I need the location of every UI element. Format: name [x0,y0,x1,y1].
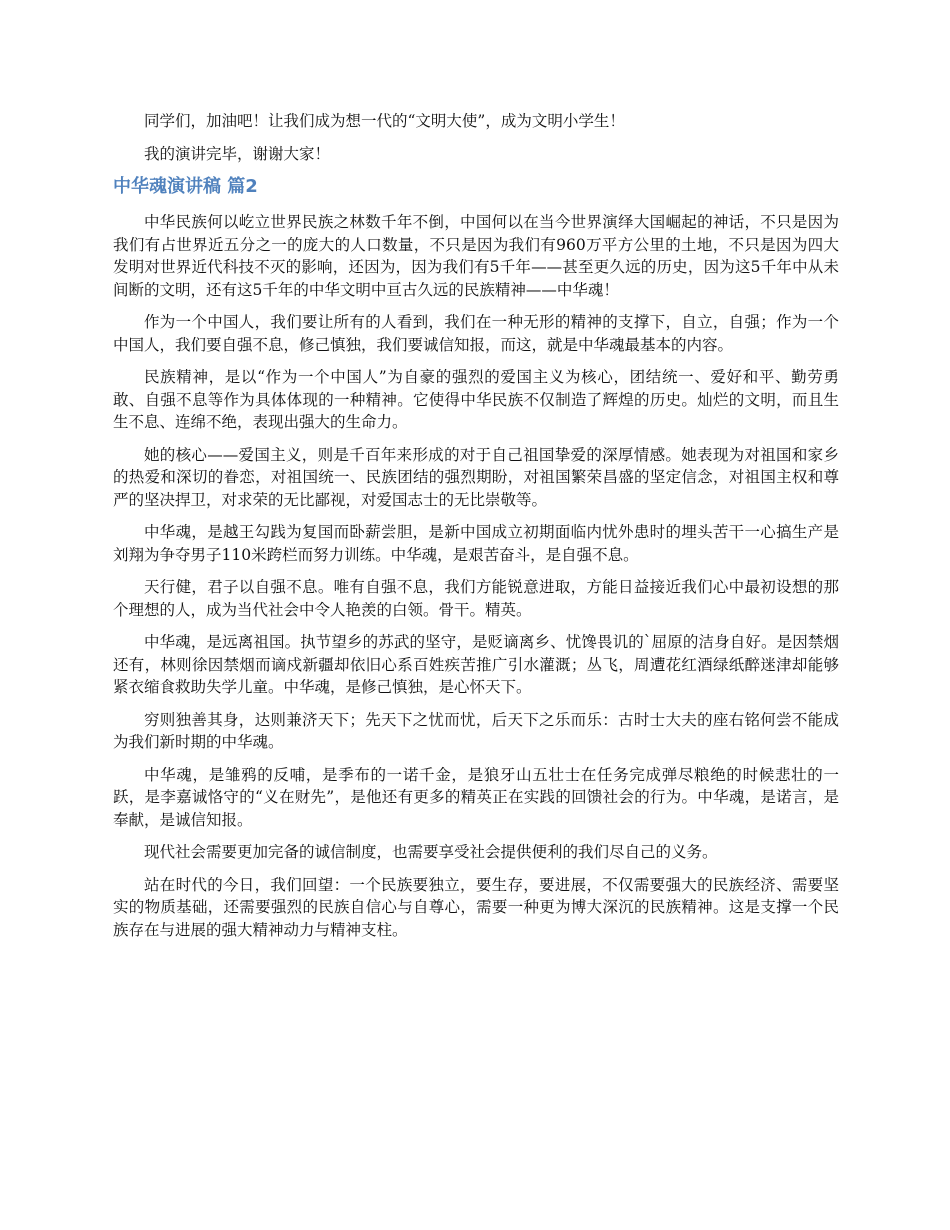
document-page [113,110,839,951]
body-paragraph: 民族精神，是以“作为一个中国人”为自豪的强烈的爱国主义为核心，团结统一、爱好和平、勤劳勇敢、自强不息等作为具体体现的一种精神。它使得中华民族不仅制造了辉煌的历史。灿烂的文明，而且生生不息、连绵不绝，表现出强大的生命力。 [113,368,839,431]
body-paragraph: 天行健，君子以自强不息。唯有自强不息，我们方能锐意进取，方能日益接近我们心中最初设想的那个理想的人，成为当代社会中令人艳羡的白领。骨干。精英。 [113,578,839,619]
body-paragraph: 中华魂，是雏鸦的反哺，是季布的一诺千金，是狼牙山五壮士在任务完成弹尽粮绝的时候悲壮的一跃，是李嘉诚恪守的“义在财先”，是他还有更多的精英正在实践的回馈社会的行为。中华魂，是诺言，是奉献，是诚信知报。 [113,765,839,829]
body-paragraph: 作为一个中国人，我们要让所有的人看到，我们在一种无形的精神的支撑下，自立，自强；作为一个中国人，我们要自强不息，修己慎独，我们要诚信知报，而这，就是中华魂最基本的内容。 [113,313,839,354]
intro-paragraph-thanks: 我的演讲完毕，谢谢大家！ [144,144,331,163]
body-paragraph: 现代社会需要更加完备的诚信制度，也需要享受社会提供便利的我们尽自己的义务。 [144,843,718,861]
body-paragraph: 中华魂，是远离祖国。执节望乡的苏武的坚守，是贬谪离乡、忧馋畏讥的`屈原的洁身自好。是因禁烟还有，林则徐因禁烟而谪戍新疆却依旧心系百姓疾苦推广引水灌溉；丛飞，周遭花红酒绿纸醉迷津却能够紧衣缩食救助失学儿童。中华魂，是修己慎独，是心怀天下。 [113,633,839,696]
section-heading: 中华魂演讲稿 篇2 [113,176,258,197]
body-paragraph: 站在时代的今日，我们回望：一个民族要独立，要生存，要进展，不仅需要强大的民族经济、需要坚实的物质基础，还需要强烈的民族自信心与自尊心，需要一种更为博大深沉的民族精神。这是支撑一个民族存在与进展的强大精神动力与精神支柱。 [113,875,839,939]
intro-paragraph-closing-call: 同学们，加油吧！让我们成为想一代的“文明大使”，成为文明小学生！ [144,112,625,130]
body-paragraph: 中华民族何以屹立世界民族之林数千年不倒，中国何以在当今世界演绎大国崛起的神话，不只是因为我们有占世界近五分之一的庞大的人口数量，不只是因为我们有960万平方公里的土地，不只是因为四大发明对世界近代科技不灭的影响，还因为，因为我们有5千年——甚至更久远的历史，因为这5千年中从未间断的文明，还有这5千年的中华文明中亘古久远的民族精神——中华魂！ [113,213,839,299]
body-paragraph: 穷则独善其身，达则兼济天下；先天下之忧而忧，后天下之乐而乐：古时士大夫的座右铭何尝不能成为我们新时期的中华魂。 [113,710,839,751]
body-paragraph: 中华魂，是越王勾践为复国而卧薪尝胆，是新中国成立初期面临内忧外患时的埋头苦干一心搞生产是刘翔为争夺男子110米跨栏而努力训练。中华魂，是艰苦奋斗，是自强不息。 [113,523,839,564]
body-paragraph: 她的核心——爱国主义，则是千百年来形成的对于自己祖国挚爱的深厚情感。她表现为对祖国和家乡的热爱和深切的眷恋，对祖国统一、民族团结的强烈期盼，对祖国繁荣昌盛的坚定信念，对祖国主权和尊严的坚决捍卫，对求荣的无比鄙视，对爱国志士的无比崇敬等。 [113,445,839,509]
